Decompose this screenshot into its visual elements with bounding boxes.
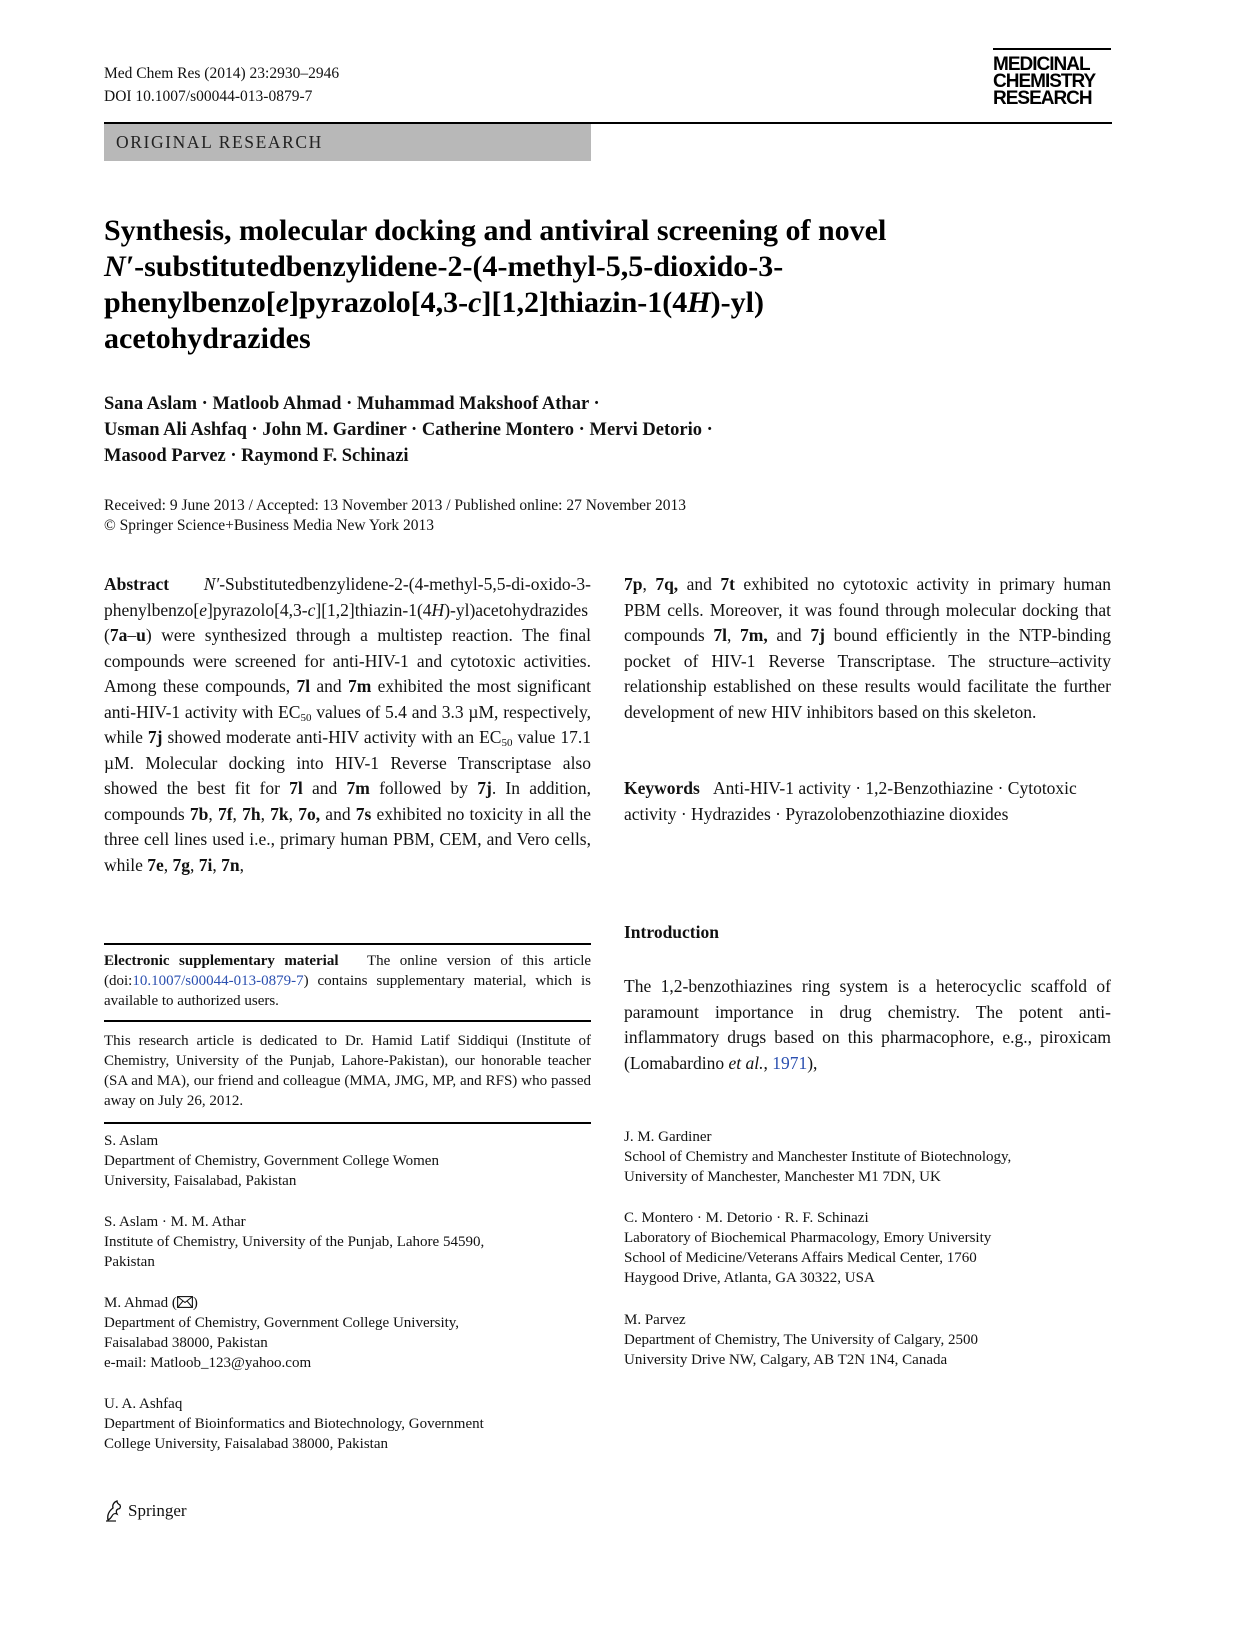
logo-rule [993,48,1111,50]
affiliation-line: Institute of Chemistry, University of the Punjab, Lahore 54590, [104,1234,485,1250]
compound-label: 7l [289,778,303,798]
abstract-text: exhibited the most significant anti-HIV-1 activity with EC [104,676,591,722]
abstract-right [624,572,1111,725]
compound-label: 7i [198,854,213,875]
title-italic: c [468,286,482,319]
author-line-3: Masood Parvez · Raymond F. Schinazi [104,446,409,466]
abstract-text: N′ [203,574,220,594]
abstract-text: , [212,854,222,875]
abstract-text: , [208,803,218,824]
author-line-1: Sana Aslam · Matloob Ahmad · Muhammad Makshoof Athar · [104,394,600,414]
abstract-text: -Substitutedbenzylidene-2-(4-methyl-5,5-di-oxido-3-phenylbenzo[ [104,574,591,620]
footnote-rule [104,1122,591,1124]
affiliation-line: Haygood Drive, Atlanta, GA 30322, USA [624,1270,875,1286]
abstract-text: bound efficiently in the NTP-binding pocket of HIV-1 Reverse Transcriptase. The structure–activity relationship established on these results would facilitate the further development of new HIV inhibitors based on this skeleton. [624,625,1111,722]
supplementary-text: The online version of this article (doi: [104,953,592,989]
affiliation-name: U. A. Ashfaq [104,1396,183,1412]
compound-label: 7t [720,574,735,594]
logo-line-1: MEDICINAL [993,54,1090,75]
logo-line-3: RESEARCH [993,88,1092,109]
introduction-text [624,974,1111,1076]
affiliation-line: University of Manchester, Manchester M1 7DN, UK [624,1169,941,1185]
abstract-text: ]pyrazolo[4,3- [207,599,308,620]
title-text: ]pyrazolo[4,3- [289,286,469,319]
abstract-text: values of 5.4 and 3.3 µM, respectively, while [104,701,591,747]
compound-label: 7k [270,803,289,824]
affiliation [104,1394,591,1454]
affiliation-name: S. Aslam · M. M. Athar [104,1214,246,1230]
compound-label: 7s [355,803,372,824]
journal-citation: Med Chem Res (2014) 23:2930–2946 [104,65,340,82]
title-italic: H [687,286,711,319]
affiliation [624,1310,1111,1370]
abstract-text: c [307,599,316,620]
title-line-3 [104,285,1104,321]
intro-text: The 1,2-benzothiazines ring system is a heterocyclic scaffold of paramount importance in drug chemistry. The potent anti-inflammatory drugs based on this pharmacophore, e.g., piroxicam (Lomabardino [624,976,1111,1073]
title-line-4: acetohydrazides [104,322,311,355]
affiliation-line: Laboratory of Biochemical Pharmacology, Emory University [624,1230,992,1246]
author-line-2: Usman Ali Ashfaq · John M. Gardiner · Catherine Montero · Mervi Detorio · [104,420,713,440]
compound-label: 7f [217,803,233,824]
affiliation-name-text: M. Ahmad ( [104,1295,177,1311]
abstract-text: . In addition, compounds [104,778,591,824]
title-text: -substitutedbenzylidene-2-(4-methyl-5,5-dioxido-3- [134,250,784,283]
journal-logo [993,56,1113,107]
publisher-footer [104,1500,187,1522]
title-italic: e [275,286,290,319]
footnote-rule [104,1020,591,1022]
compound-label: 7e [147,854,164,875]
received-dates: Received: 9 June 2013 / Accepted: 13 November 2013 / Published online: 27 November 2013 [104,497,686,514]
affiliation-name: S. Aslam [104,1133,159,1149]
abstract-text: , [727,625,741,645]
introduction-heading: Introduction [624,922,719,942]
envelope-icon[interactable] [177,1296,193,1308]
doi: DOI 10.1007/s00044-013-0879-7 [104,88,313,105]
abstract-text: – [127,625,137,645]
abstract-left [104,572,591,878]
compound-label: 7q, [655,574,679,594]
subscript: 50 [501,737,513,749]
keywords-label: Keywords [624,778,700,798]
affiliation-name: J. M. Gardiner [624,1129,712,1145]
abstract-text: and [767,625,811,645]
intro-text: , [763,1052,773,1073]
abstract-text: ) were synthesized through a multistep reaction. The final compounds were screened for anti-HIV-1 and cytotoxic activities. Among these compounds, [104,625,591,696]
affiliation-line: School of Medicine/Veterans Affairs Medical Center, 1760 [624,1250,977,1266]
abstract-text: , [163,854,173,875]
affiliation-name: M. Parvez [624,1312,686,1328]
abstract-text: )-yl)acetohydrazides ( [104,599,588,645]
citation-link[interactable]: 1971 [772,1052,808,1073]
compound-label: 7m, [740,625,768,645]
logo-line-2: CHEMISTRY [993,71,1096,92]
title-italic: N′ [104,250,135,283]
abstract-text: , [239,854,245,875]
compound-label: 7j [147,727,163,747]
affiliation-line: Department of Bioinformatics and Biotechnology, Government [104,1416,484,1432]
title-line-2 [104,249,1104,285]
intro-text: ), [807,1052,818,1073]
affiliation [624,1208,1111,1288]
publication-dates [104,496,1104,536]
compound-label: 7m [348,676,372,696]
compound-label: 7o, [298,803,321,824]
abstract-text: and [310,676,348,696]
abstract-text: and [302,778,347,798]
abstract-text: followed by [369,778,478,798]
compound-label: 7j [477,778,492,798]
keywords [624,776,1111,827]
supplementary-note [104,951,591,1011]
supplementary-text: ) contains supplementary material, which is available to authorized users. [104,973,591,1009]
dedication-note: This research article is dedicated to Dr. Hamid Latif Siddiqui (Institute of Chemistry, University of the Punjab, Lahore-Pakistan), our honorable teacher (SA and MA), our friend and colleague (MMA, JMG, MP, and RFS) who passed away on July 26, 2012. [104,1033,591,1109]
abstract-text: exhibited no cytotoxic activity in primary human PBM cells. Moreover, it was found through molecular docking that compounds [624,574,1111,645]
affiliation [104,1131,591,1191]
compound-label: 7j [810,625,825,645]
springer-horse-icon [104,1500,124,1522]
compound-label: 7m [346,778,370,798]
compound-label: 7p [624,574,643,594]
compound-label: 7b [189,803,209,824]
title-text: )-yl) [710,286,764,319]
abstract-text: and [320,803,356,824]
subscript: 50 [300,711,312,724]
affiliation [104,1212,591,1272]
compound-label: 7g [172,854,191,875]
article-title [104,213,1104,357]
affiliation-line: University Drive NW, Calgary, AB T2N 1N4, Canada [624,1352,948,1368]
affiliation-line: College University, Faisalabad 38000, Pakistan [104,1436,388,1452]
abstract-text: H [431,599,445,620]
supplementary-label: Electronic supplementary material [104,953,339,969]
affiliation-line: Pakistan [104,1254,155,1270]
compound-label: 7n [221,854,240,875]
compound-label: 7l [713,625,727,645]
abstract-text: , [232,803,243,824]
affiliation-name [104,1293,591,1313]
compound-label: u [136,625,146,645]
affiliation-line: Department of Chemistry, Government College University, [104,1315,460,1331]
compound-label: 7a [109,625,128,645]
abstract-label: Abstract [104,574,170,594]
affiliation-email[interactable]: e-mail: Matloob_123@yahoo.com [104,1355,312,1371]
abstract-text: , [260,803,271,824]
section-band-label: ORIGINAL RESEARCH [116,132,323,152]
compound-label: 7l [296,676,311,696]
compound-label: 7h [242,803,261,824]
copyright: © Springer Science+Business Media New York 2013 [104,517,435,534]
abstract-text: , [288,803,299,824]
abstract-text: , [642,574,656,594]
author-list [104,391,1104,469]
abstract-text: showed moderate anti-HIV activity with an EC [162,727,502,747]
affiliation-line: School of Chemistry and Manchester Institute of Biotechnology, [624,1149,1012,1165]
title-text: phenylbenzo[ [104,286,276,319]
abstract-text: exhibited no toxicity in all the three cell lines used i.e., primary human PBM, CEM, and Vero cells, while [104,803,592,875]
title-text: ][1,2]thiazin-1(4 [481,286,688,319]
affiliation [104,1293,591,1373]
affiliation-line: Faisalabad 38000, Pakistan [104,1335,268,1351]
affiliation-line: Department of Chemistry, Government College Women [104,1153,439,1169]
abstract-text: and [678,574,721,594]
intro-text: et al. [728,1052,764,1073]
publisher-name: Springer [128,1501,187,1520]
affiliation-name-text: ) [192,1295,198,1311]
affiliation-name: C. Montero · M. Detorio · R. F. Schinazi [624,1210,869,1226]
affiliation-line: Department of Chemistry, The University of Calgary, 2500 [624,1332,978,1348]
affiliation [624,1127,1111,1187]
abstract-text: , [190,854,199,875]
keywords-text: Anti-HIV-1 activity · 1,2-Benzothiazine · Cytotoxic activity · Hydrazides · Pyrazolobenzothiazine dioxides [624,778,1077,824]
title-line-1: Synthesis, molecular docking and antiviral screening of novel [104,214,887,247]
doi-link[interactable]: 10.1007/s00044-013-0879-7 [132,973,304,989]
footnote-rule [104,943,591,945]
section-band [104,124,591,161]
abstract-text: ][1,2]thiazin-1(4 [315,599,432,620]
abstract-text: value 17.1 µM. Molecular docking into HIV-1 Reverse Transcriptase also showed the best fit for [104,727,591,798]
abstract-text: e [199,599,208,620]
affiliation-line: University, Faisalabad, Pakistan [104,1173,297,1189]
